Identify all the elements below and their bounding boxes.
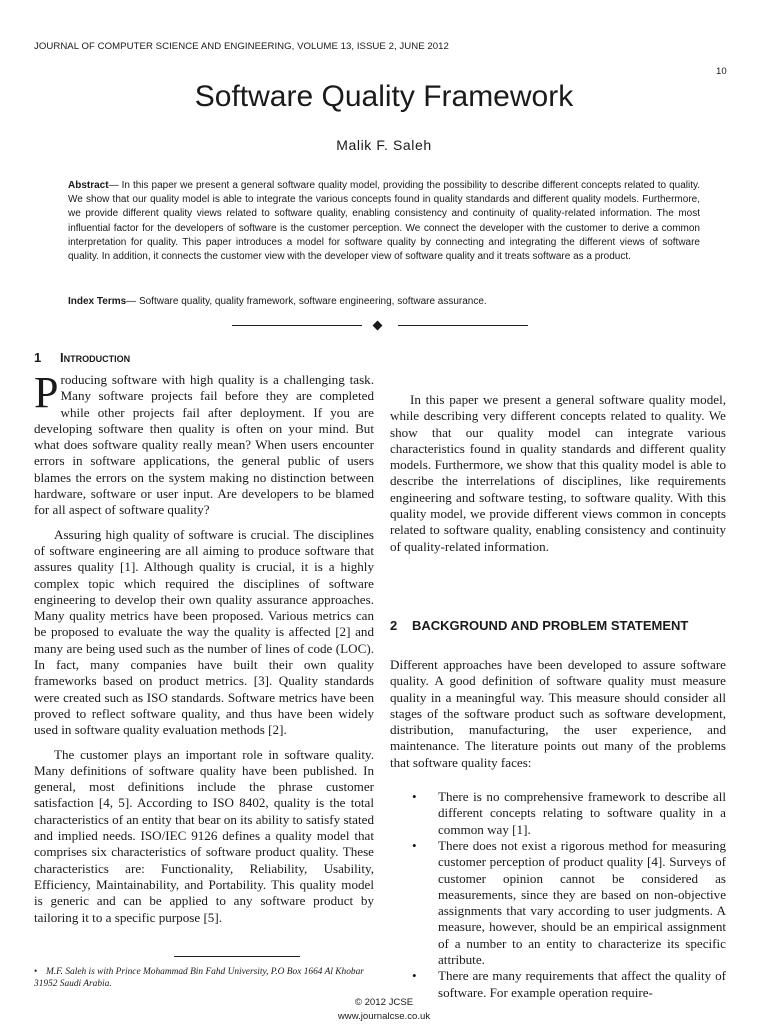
index-terms-dash: — bbox=[126, 296, 139, 307]
journal-url: www.journalcse.co.uk bbox=[337, 1011, 431, 1022]
right-column bbox=[390, 375, 726, 555]
abstract-label: Abstract bbox=[68, 180, 109, 191]
list-item bbox=[390, 789, 726, 838]
section-number: 1 bbox=[34, 350, 42, 365]
drop-cap: P bbox=[34, 368, 59, 417]
journal-header: JOURNAL OF COMPUTER SCIENCE AND ENGINEERING, VOLUME 13, ISSUE 2, JUNE 2012 bbox=[34, 41, 449, 52]
intro-paragraph-1-text: roducing software with high quality is a challenging task. Many software projects fail before they are completed while other projects fail after deployment. If you are developing software then quality is often on your mind. But what does software quality really mean? When users encounter errors in software applications, the general public of users blames the errors on the system making no distinction between hardware, software or user input. Are developers to be blamed for all aspect of software quality? bbox=[34, 372, 374, 518]
footnote-text: M.F. Saleh is with Prince Mohammad Bin Fahd University, P.O Box 1664 Al Khobar 31952 Saudi Arabia. bbox=[34, 967, 364, 989]
list-item bbox=[390, 838, 726, 968]
footnote bbox=[34, 966, 374, 990]
section-title: Introduction bbox=[60, 350, 131, 365]
list-item-text: There are many requirements that affect the quality of software. For example operation require- bbox=[438, 968, 726, 1000]
abstract-dash: — bbox=[108, 180, 122, 191]
divider-rule-right bbox=[398, 325, 528, 326]
diamond-icon bbox=[373, 321, 383, 331]
bullet-icon: • bbox=[412, 837, 417, 853]
intro-paragraph-4: In this paper we present a general software quality model, while describing very different concepts related to quality. We show that our quality model can integrate various characteristics found in quality standards and different quality models. Furthermore, we show that this quality model is able to describe the interrelations of disciplines, like requirements engineering and software testing, to software quality. With this quality model, we provide different views common in concepts related to software quality, enabling consistency and continuity of quality-related information. bbox=[390, 392, 726, 554]
section-number: 2 bbox=[390, 618, 398, 633]
left-column bbox=[34, 368, 374, 926]
list-item-text: There is no comprehensive framework to describe all different concepts relating to software quality in a common way [1]. bbox=[438, 789, 726, 837]
footnote-marker: • bbox=[34, 967, 38, 977]
intro-paragraph-1 bbox=[34, 368, 374, 519]
paper-title: Software Quality Framework bbox=[194, 80, 574, 113]
problem-list bbox=[390, 789, 726, 1001]
list-item-text: There does not exist a rigorous method for measuring customer perception of product quality [4]. Surveys of customer opinion cannot be considered as measurements, since they are based on non-objective assignments that vary according to user judgments. A measure, however, should be an empirical assignment of a number to an entity to characterize its specific attribute. bbox=[438, 837, 726, 968]
author-name: Malik F. Saleh bbox=[336, 137, 432, 153]
intro-paragraph-3: The customer plays an important role in software quality. Many definitions of software quality have been published. In general, most definitions include the phrase customer satisfaction [4, 5]. According to ISO 8402, quality is the total characteristics of an entity that bear on its ability to satisfy stated and implied needs. ISO/IEC 9126 defines a quality model that comprises six characteristics of software product quality. These characteristics are: Functionality, Reliability, Usability, Efficiency, Maintainability, and Portability. This quality model is generic and can be applied to any software product by tailoring it to a specific purpose [5]. bbox=[34, 746, 374, 925]
index-terms bbox=[68, 296, 700, 307]
section-title: BACKGROUND AND PROBLEM STATEMENT bbox=[412, 618, 689, 633]
section-heading-introduction bbox=[34, 350, 130, 365]
background-paragraph-1: Different approaches have been developed to assure software quality. A good definition of software quality must measure quality in a meaningful way. This measure should consider all stages of the software product such as software development, distribution, manufacturing, the user experience, and maintenance. The literature points out many of the problems that software quality faces: bbox=[390, 657, 726, 770]
footnote-rule bbox=[174, 956, 300, 957]
intro-paragraph-2: Assuring high quality of software is crucial. The disciplines of software engineering are all aiming to produce software that assures quality [1]. Although quality is crucial, it is a highly complex topic which required the disciplines of software engineering to develop their own quality assurance approaches. Many quality metrics have been proposed. Various metrics can be proposed to evaluate the way the quality is affected [2] and many are being used such as the number of lines of code (LOC). In fact, many companies have built their own quality frameworks based on product metrics. [3]. Quality standards were created such as ISO standards. Software metrics have been proved to reflect software quality, and thus have been widely used in software quality evaluation methods [2]. bbox=[34, 526, 374, 738]
abstract bbox=[68, 179, 700, 264]
page-number: 10 bbox=[716, 66, 727, 77]
section-heading-background bbox=[390, 617, 690, 634]
divider-rule-left bbox=[232, 325, 362, 326]
background-section bbox=[390, 657, 726, 1001]
copyright: © 2012 JCSE bbox=[354, 997, 414, 1008]
bullet-icon: • bbox=[412, 789, 417, 805]
bullet-icon: • bbox=[412, 968, 417, 984]
index-terms-label: Index Terms bbox=[68, 296, 127, 307]
abstract-text: In this paper we present a general software quality model, providing the possibility to describe different concepts related to quality. We show that our quality model is able to integrate the various concepts found in quality standards and different quality models. Furthermore, we provide different quality views related to software quality, enabling consistency and continuity of quality-related information. The most influential factor for the developers of software is the customer perception. We connect the developer with the customer to derive a common interpretation for quality. This paper introduces a model for software quality by connecting and integrating the different views of software quality. In addition, it connects the customer view with the developer view of software quality and it treats software as a product. bbox=[68, 180, 701, 263]
index-terms-text: Software quality, quality framework, software engineering, software assurance. bbox=[138, 296, 487, 307]
